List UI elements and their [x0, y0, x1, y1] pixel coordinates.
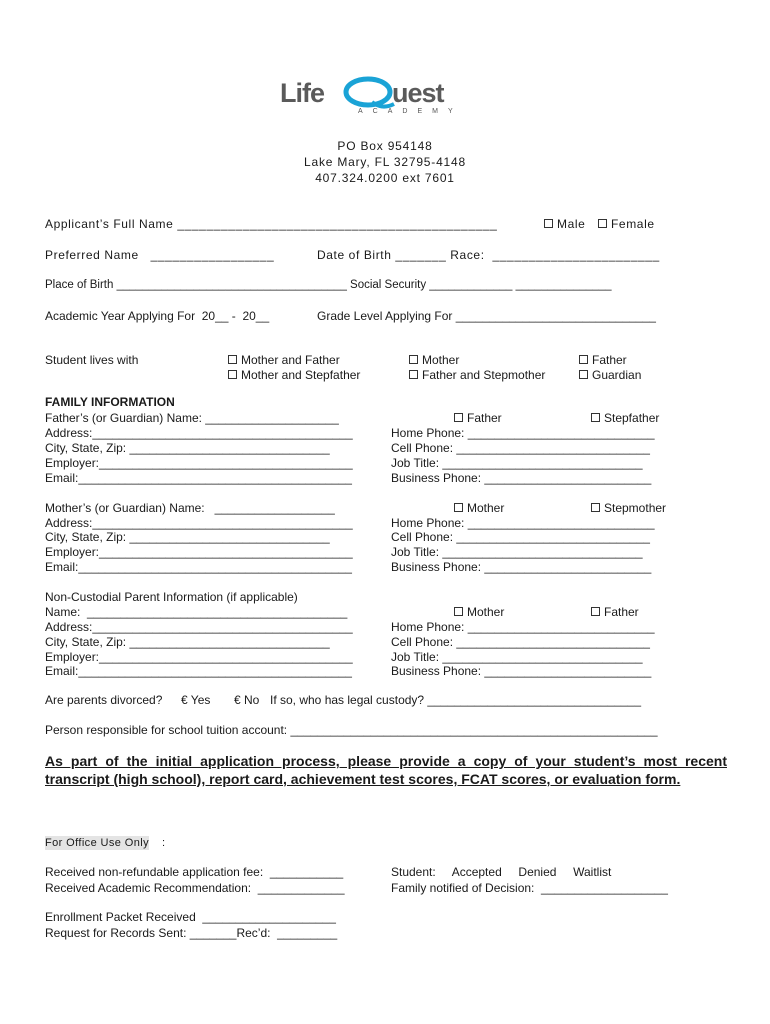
mother-job-title-field[interactable]: Job Title: ______________________________ — [391, 545, 643, 559]
checkbox-icon — [409, 370, 418, 379]
divorced-yes-option[interactable]: € Yes — [181, 693, 211, 707]
father-cell-phone-field[interactable]: Cell Phone: _____________________________ — [391, 441, 650, 455]
father-employer-field[interactable]: Employer:______________________________________ — [45, 456, 353, 470]
divorced-no-option[interactable]: € No — [234, 693, 260, 707]
mother-name-field[interactable]: Mother’s (or Guardian) Name: __________________ — [45, 501, 335, 515]
lives-with-label: Student lives with — [45, 353, 139, 367]
father-address-field[interactable]: Address:_______________________________________ — [45, 426, 353, 440]
father-home-phone-field[interactable]: Home Phone: ____________________________ — [391, 426, 655, 440]
family-notified-field[interactable]: Family notified of Decision: ___________________ — [391, 881, 668, 895]
male-checkbox[interactable]: Male — [544, 217, 585, 232]
mother-email-field[interactable]: Email:_________________________________________ — [45, 560, 352, 574]
noncustodial-father-checkbox[interactable]: Father — [591, 605, 639, 620]
noncustodial-cell-phone-field[interactable]: Cell Phone: _____________________________ — [391, 635, 650, 649]
enrollment-packet-field[interactable]: Enrollment Packet Received ____________________ — [45, 910, 336, 924]
application-fee-field[interactable]: Received non-refundable application fee: ___________ — [45, 865, 344, 879]
checkbox-icon — [591, 413, 600, 422]
noncustodial-heading: Non-Custodial Parent Information (if applicable) — [45, 590, 298, 604]
checkbox-icon — [228, 355, 237, 364]
mother-business-phone-field[interactable]: Business Phone: _________________________ — [391, 560, 652, 574]
noncustodial-mother-checkbox[interactable]: Mother — [454, 605, 504, 620]
father-job-title-field[interactable]: Job Title: ______________________________ — [391, 456, 643, 470]
lives-with-mother-checkbox[interactable]: Mother — [409, 353, 459, 368]
address-phone: 407.324.0200 ext 7601 — [315, 171, 455, 185]
noncustodial-city-field[interactable]: City, State, Zip: ______________________________ — [45, 635, 330, 649]
checkbox-icon — [454, 503, 463, 512]
noncustodial-job-title-field[interactable]: Job Title: ______________________________ — [391, 650, 643, 664]
checkbox-icon — [228, 370, 237, 379]
father-business-phone-field[interactable]: Business Phone: _________________________ — [391, 471, 652, 485]
checkbox-icon — [454, 607, 463, 616]
noncustodial-name-field[interactable]: Name: _______________________________________ — [45, 605, 348, 619]
records-request-field[interactable]: Request for Records Sent: _______Rec’d: _________ — [45, 926, 338, 940]
grade-level-field[interactable]: Grade Level Applying For ______________________________ — [317, 309, 656, 323]
checkbox-icon — [454, 413, 463, 422]
academic-recommendation-field[interactable]: Received Academic Recommendation: _____________ — [45, 881, 345, 895]
logo-text-uest: uest — [392, 78, 444, 108]
noncustodial-employer-field[interactable]: Employer:______________________________________ — [45, 650, 353, 664]
lives-with-mother-father-checkbox[interactable]: Mother and Father — [228, 353, 340, 368]
tuition-responsible-field[interactable]: Person responsible for school tuition account: _______________________________________________________ — [45, 723, 658, 737]
family-information-heading: FAMILY INFORMATION — [45, 395, 175, 409]
noncustodial-email-field[interactable]: Email:_________________________________________ — [45, 664, 352, 678]
father-email-field[interactable]: Email:_________________________________________ — [45, 471, 352, 485]
checkbox-icon — [544, 219, 553, 228]
mother-city-field[interactable]: City, State, Zip: ______________________________ — [45, 530, 330, 544]
checkbox-icon — [598, 219, 607, 228]
student-decision-options[interactable]: Student: Accepted Denied Waitlist — [391, 865, 612, 879]
mother-employer-field[interactable]: Employer:______________________________________ — [45, 545, 353, 559]
mother-address-field[interactable]: Address:_______________________________________ — [45, 516, 353, 530]
divorced-question: Are parents divorced? — [45, 693, 163, 707]
dob-race-field[interactable]: Date of Birth _______ Race: _______________________ — [317, 248, 660, 262]
checkbox-icon — [591, 607, 600, 616]
mother-type-mother-checkbox[interactable]: Mother — [454, 501, 504, 516]
legal-custody-field[interactable]: If so, who has legal custody? ________________________________ — [270, 693, 641, 707]
applicant-full-name-field[interactable]: Applicant’s Full Name ____________________________________________ — [45, 217, 498, 231]
father-type-stepfather-checkbox[interactable]: Stepfather — [591, 411, 659, 426]
academic-year-field[interactable]: Academic Year Applying For 20__ - 20__ — [45, 309, 270, 323]
checkbox-icon — [579, 370, 588, 379]
lives-with-father-checkbox[interactable]: Father — [579, 353, 627, 368]
father-name-field[interactable]: Father’s (or Guardian) Name: ____________________ — [45, 411, 339, 425]
office-use-heading: For Office Use Only — [45, 837, 149, 849]
address-city: Lake Mary, FL 32795-4148 — [304, 155, 466, 169]
checkbox-icon — [579, 355, 588, 364]
logo-text-life: Life — [280, 78, 325, 108]
lives-with-mother-stepfather-checkbox[interactable]: Mother and Stepfather — [228, 368, 360, 383]
checkbox-icon — [409, 355, 418, 364]
logo-subtitle: ACADEMY — [358, 108, 463, 115]
office-use-colon: : — [162, 837, 166, 849]
address-po-box: PO Box 954148 — [337, 139, 433, 153]
place-of-birth-ssn-field[interactable]: Place of Birth ____________________________________ Social Security _____________ _______________ — [45, 279, 612, 291]
noncustodial-home-phone-field[interactable]: Home Phone: ____________________________ — [391, 620, 655, 634]
noncustodial-address-field[interactable]: Address:_______________________________________ — [45, 620, 353, 634]
noncustodial-business-phone-field[interactable]: Business Phone: _________________________ — [391, 664, 652, 678]
female-checkbox[interactable]: Female — [598, 217, 655, 232]
mother-home-phone-field[interactable]: Home Phone: ____________________________ — [391, 516, 655, 530]
lives-with-father-stepmother-checkbox[interactable]: Father and Stepmother — [409, 368, 545, 383]
mother-type-stepmother-checkbox[interactable]: Stepmother — [591, 501, 666, 516]
checkbox-icon — [591, 503, 600, 512]
father-city-field[interactable]: City, State, Zip: ______________________________ — [45, 441, 330, 455]
lifequest-logo — [280, 74, 490, 124]
preferred-name-field[interactable]: Preferred Name _________________ — [45, 248, 275, 262]
lives-with-guardian-checkbox[interactable]: Guardian — [579, 368, 641, 383]
mother-cell-phone-field[interactable]: Cell Phone: _____________________________ — [391, 530, 650, 544]
father-type-father-checkbox[interactable]: Father — [454, 411, 502, 426]
transcript-notice: As part of the initial application process, please provide a copy of your student’s most recent transcript (high school), report card, achievement test scores, FCAT scores, or evaluation form. — [45, 753, 727, 787]
